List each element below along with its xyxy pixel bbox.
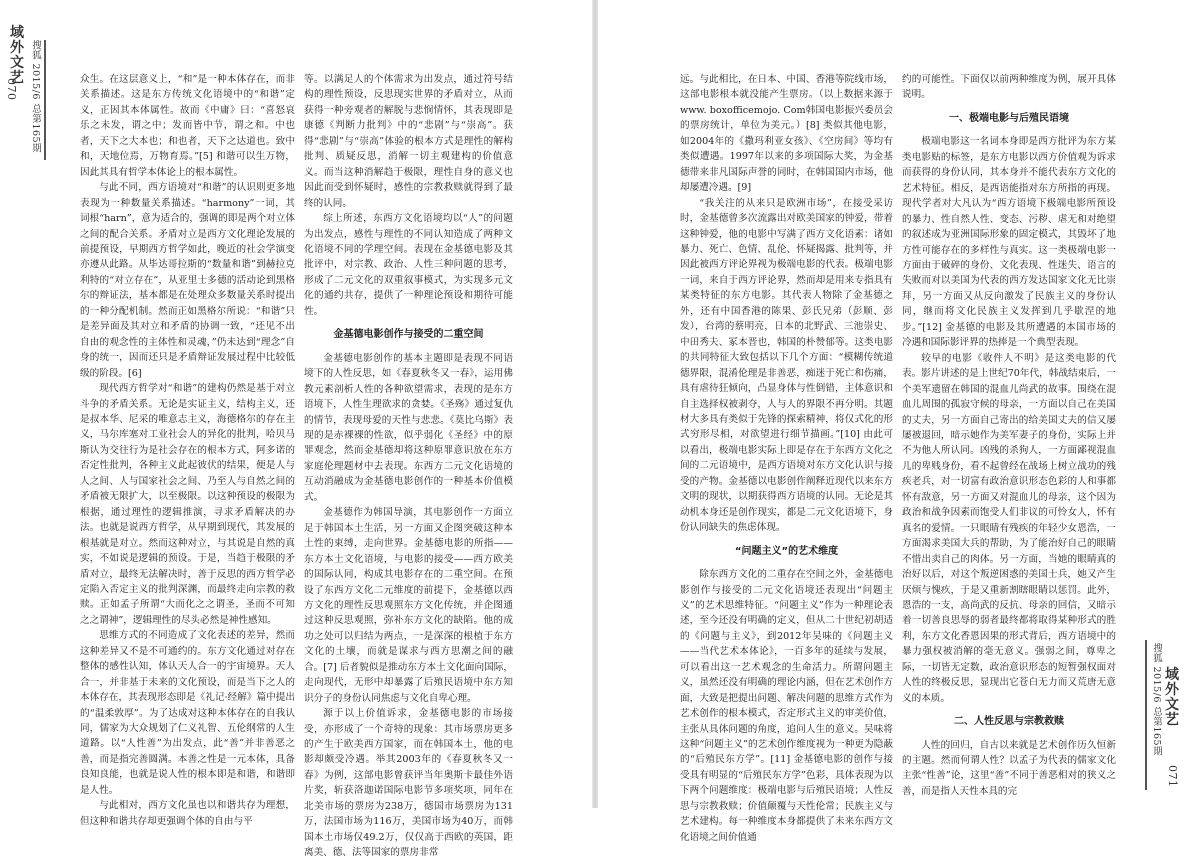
left-page-column-2 bbox=[304, 72, 513, 859]
section-heading: “问题主义”的艺术维度 bbox=[734, 545, 839, 557]
margin-rule-left bbox=[44, 40, 46, 160]
body-paragraph: 等。以满足人的个体需求为出发点，通过符号结构的理性预设，反思现实世界的矛盾对立，从而获得一种旁观者的解脱与悲悯情怀，其表现即是康德《判断力批判》中的“悲剧”与“崇高”。获得“悲剧”与“崇高”体验的根本方式是理性的解构批判、质疑反思，消解一切主观建构的价值意义。而当这种消解趋于极限，理性自身的意义也因此而受到怀疑时，感性的宗教救赎就得到了最终的认同。 bbox=[304, 74, 513, 209]
section-heading: 金基德电影创作与接受的二重空间 bbox=[333, 329, 484, 341]
body-paragraph: 与此不同，西方语境对“和谐”的认识则更多地表现为一种数量关系描述。“harmony”一词，其词根“harn”，意为适合的，强调的即是两个对立体之间的配合关系。矛盾对立是西方文化理论发展的前提预设，早期西方哲学如此，晚近的社会学演变亦遵从此路。从毕达哥拉斯的“数量和谐”到赫拉克利特的“对立存在”，从亚里士多德的活动论到黑格尔的辩证法，基本都是在处理众多数量关系时提出的一种分配机制。然而正如黑格尔所说：“和谐”只是差异面及其对立和矛盾的协调一致，“还见不出自由的观念性的主体性和灵魂，”仍未达到“理念”自身的统一，因而还只是矛盾辩证发展过程中比较低级的阶段。[6] bbox=[80, 182, 295, 379]
left-margin-strip bbox=[0, 0, 46, 808]
page-number-right: 071 bbox=[1166, 765, 1179, 788]
section-heading: 一、极端电影与后殖民语境 bbox=[949, 112, 1069, 124]
right-page-column-1 bbox=[680, 72, 893, 843]
body-paragraph: 极端电影这一名词本身即是西方批评为东方某类电影贴的标签，是东方电影以西方价值观为诉求而获得的身份认同，其本身并不能代表东方文化的艺术特征。相反，是西语能指对东方所指的再现。现代学者对大凡认为“西方语境下极端电影所预设的暴力、性自然人性、变态、污秽、虐无和对绝望的叙述成为亚洲国际形象的固定模式，其毁坏了地方性可能存在的多样性与真实。这一类极端电影一方面由于破碎的身份、文化表现、性迷失、语言的失败而对以美国为代表的西方发达国家文化无比崇拜，另一方面又从反向激发了民族主义的身份认同，继而将文化民族主义发挥到几乎歇涅的地步。”[12] 金基德的电影及其所遭遇的本国市场的冷遇和国际影评界的热捧是一个典型表现。 bbox=[902, 136, 1116, 349]
body-paragraph: “我关注的从来只是欧洲市场”，在接受采访时，金基德曾多次流露出对欧美国家的钟爱，带着这种钟爱，他的电影中写满了西方文化语素：诸如暴力、死亡、色情、乱伦、怀疑揭露、批判等，并因此被西方评论界视为极端电影的代表。极端电影一词，来自于西方评论界，然而却是用来专指具有某类特征的东方电影。其代表人物除了金基德之外，还有中国香港的陈果、彭氏兄弟（彭顺、彭发），台湾的蔡明亮，日本的北野武、三池崇史、中田秀夫、冢本晋也，韩国的朴赞郁等。这类电影的共同特征大致包括以下几个方面：“模糊传统道德界限，混淆伦理是非善恶，痴迷于死亡和伤痛，具有虐待狂倾向，凸显身体与性倒错，主体意识和自主选择权被剥夺，人与人的界限不再分明。其题材大多具有类似于先锋的探索精神，将仅式化的形式穷形尽相，对欲望进行细节描画。”[10] 由此可以看出，极端电影实际上即是存在于东西方文化之间的二元语境中，是西方语境对东方文化认识与接受的产物。金基德以电影创作阐释近现代以来东方文明的现状，以期获得西方语境的认同。无论是其动机本身还是创作现实，都是二元文化语境下，身份认同缺失的焦虑体现。 bbox=[680, 197, 893, 534]
body-paragraph: 人性的回归，自古以来就是艺术创作历久恒新的主题。然而何谓人性？以孟子为代表的儒家文化主张“性善”论，这里“善”不同于善恶相对的狭义之善，而是指人天性本具的完 bbox=[902, 739, 1116, 797]
body-paragraph: 约的可能性。下面仅以前两种维度为例，展开具体说明。 bbox=[902, 74, 1116, 101]
body-paragraph: 源于以上价值诉求，金基德电影的市场接受，亦形成了一个奇特的现象：其市场票房更多的产生于欧美西方国家，而在韩国本土，他的电影却颇受冷遇。举其2003年的《春夏秋冬又一春》为例，这部电影曾获评当年奥斯卡最佳外语片奖，斩获洛迦诺国际电影节多项奖项，同年在北美市场的票房为238万，德国市场票房为131万，法国市场为116万，美国市场为40万，而韩国本土市场仅49.2万，仅仅高于西欧的英国，距离美、德、法等国家的票房非常 bbox=[304, 708, 513, 859]
right-page-column-2 bbox=[902, 72, 1116, 808]
issue-meta-left: 搜狐 2015/6 总第165期 bbox=[30, 40, 41, 154]
page-number-left: 070 bbox=[5, 78, 18, 101]
left-page-column-1 bbox=[80, 72, 295, 827]
magazine-section-mark-left: 域外文艺 bbox=[10, 25, 24, 86]
body-paragraph: 思维方式的不同造成了文化表述的差异，然而这种差异又不是不可通约的。东方文化通过对存在整体的感性认知，体认天人合一的宇宙境界。天人合一，并非基于未来的文化预设，而是当下之人的本体存在，其表现形态即是《礼记·经解》篇中提出的“温柔敦厚”。为了达成对这种本体存在的自我认同，儒家为大众规划了仁义礼智、五伦纲常的人生道路。以“人性善”为出发点，此“善”并非善恶之善，而是指完善圆满。本善之性是一元本体，具备良知良能，也就是说人性的根本即是和谐，和谐即是人性。 bbox=[80, 630, 295, 796]
body-paragraph: 除东西方文化的二重存在空间之外，金基德电影创作与接受的二元文化语境还表现出“问题主义”的艺术思维特征。“问题主义”作为一种理论表述，至今还没有明确的定义，但从二十世纪初胡适的《问题与主义》，到2012年吴味的《问题主义——当代艺术本体论》，一百多年的延续与发展，可以看出这一艺术观念的生命活力。所谓问题主义，虽然还没有明确的理论内涵，但在艺术创作方面，大致是把提出问题、解决问题的思维方式作为艺术创作的根本模式，否定形式主义的审美价值，主张从具体问题的角度，追问人生的意义。吴味将这种“问题主义”的艺术创作维度视为一种更为隐蔽的“后殖民东方学”。[11] 金基德电影的创作与接受具有明显的“后殖民东方学”色彩，具体表现为以下两个问题维度：极端电影与后殖民语境；人性反思与宗教救赎；价值颠覆与天性伦常；民族主义与艺术建构。每一种维度本身都提供了未来东西方文化语境之间价值通 bbox=[680, 569, 893, 843]
margin-rule-right bbox=[1145, 640, 1147, 790]
body-paragraph: 与此相对，西方文化虽也以和谐共存为理想，但这种和谐共存却更强调个体的自由与平 bbox=[80, 800, 295, 827]
body-paragraph: 远。与此相比，在日本、中国、香港等院线市场，这部电影根本就没能产生票房。（以上数据来源于www. boxofficemojo. Com韩国电影振兴委员会的票房统计，单位为美元。）[8] 类似其他电影，如2004年的《撒玛利亚女孩》、《空房间》等均有类似遭遇。1997年以来的多项国际大奖，为金基德带来非凡国际声誉的同时，在韩国国内市场，他却屡遭冷遇。[9] bbox=[680, 74, 893, 194]
issue-meta-right: 搜狐 2015/6 总第165期 bbox=[1151, 643, 1162, 757]
body-paragraph: 综上所述，东西方文化语境均以“人”的问题为出发点，感性与理性的不同认知造成了两种文化语境不同的学理空间。表现在金基德电影及其批评中，对宗教、政治、人性三种问题的思考，形成了二元文化的双重叙事模式，为实现多元文化的通约共存，提供了一种理论预设和期待可能性。 bbox=[304, 213, 513, 317]
book-gutter bbox=[592, 0, 598, 808]
body-paragraph: 现代西方哲学对“和谐”的建构仍然是基于对立斗争的矛盾关系。无论是实证主义，结构主义，还是叔本华、尼采的唯意志主义，海德格尔的存在主义，马尔库塞对工业社会人的异化的批判，哈贝马斯认为交往行为是社会存在的根本方式，阿多诺的否定性批判，各种主义此起彼伏的结果，便是人与人之间、人与国家社会之间、乃至人与自然之间的矛盾被无限扩大，以至极限。以这种预设的极限为根据，通过理性的逻辑推演，寻求矛盾解决的办法。也就是说西方哲学，从早期到现代，其发展的根基就是对立。然而这种对立，与其说是自然的真实，不如说是逻辑的预设。于是，当趋于极限的矛盾对立，最终无法解决时，善于反思的西方哲学必定陷入否定主义的批判深渊，而最终走向宗教的救赎。正如孟子所谓“大而化之之谓圣，圣而不可知之之谓神”，逻辑理性的尽头必然是神性感知。 bbox=[80, 383, 295, 626]
body-paragraph: 众生。在这层意义上，“和”是一种本体存在，而非关系描述。这是东方传统文化语境中的“和谐”定义，正因其本体属性。故而《中庸》曰：“喜怒哀乐之未发，谓之中；发而皆中节，谓之和。中也者，天下之大本也；和也者，天下之达道也。致中和，天地位焉，万物育焉。”[5] 和谐可以生万物，因此其具有哲学本体论上的根本属性。 bbox=[80, 74, 295, 178]
magazine-section-mark-right: 域外文艺 bbox=[1165, 667, 1179, 728]
body-paragraph: 金基德作为韩国导演，其电影创作一方面立足于韩国本土生活，另一方面又企图突破这种本土性的束缚，走向世界。金基德电影的所指——东方本土文化语境，与电影的接受——西方欧美的国际认同，构成其电影存在的二重空间。在预设了东西方文化二元维度的前提下，金基德以西方文化的理性反思观照东方文化传统，并企图通过这种反思观照，弥补东方文化的缺陷。他的成功之处可以归结为两点，一是深深的根植于东方文化的土壤，而就是谋求与西方思潮之间的融合。[7] 后者貌似是推动东方本土文化面向国际，走向现代，无形中却暴露了后殖民语境中东方知识分子的身份认同焦虑与文化自卑心理。 bbox=[304, 507, 513, 704]
right-margin-strip bbox=[1145, 0, 1191, 808]
body-paragraph: 较早的电影《收件人不明》是这类电影的代表。影片讲述的是上世纪70年代，韩战结束后，一个美军遗留在韩国的混血儿尚武的故事。围绕在混血儿周围的孤寂守候的母亲，一方面以自己在美国的丈夫，另一方面自己寄出的给美国丈夫的信又屡屡被退回，暗示她作为美军妻子的身份，实际上并不为他人所认同。凶残的杀狗人，一方面鄙视混血儿的卑贱身份，看不起曾经在战场上树立战功的残疾老兵，对一切富有政治意识形态色彩的人和事都怀有敌意，另一方面又对混血儿的母亲，这个因为政治和战争因素而饱受人们非议的可怜女人，怀有真名的爱情。一只眼睛有残疾的年轻少女恩浩，一方面渴求美国大兵的帮助，为了能治好自己的眼睛不惜出卖自己的肉体。另一方面，当她的眼睛真的治好以后，对这个叛逆困惑的美国士兵，她又产生厌烦与愧疚，于是又重新割瞎眼睛以惩罚。此外，恩浩的一支，高尚武的反抗、母亲的回信，又暗示着一切善良思辱的弱者最终都将取得某种形式的胜利，东方文化香恩因果的形式背后，西方语境中的暴力强权被消解的毫无意义。强弱之间，尊卑之际，一切皆无定数，政治意识形态的短暂强权面对人性的终极反思，显现出它苍白无力而又荒唐无意义的本质。 bbox=[902, 352, 1116, 704]
section-heading: 二、人性反思与宗教救赎 bbox=[954, 716, 1064, 728]
body-paragraph: 金基德电影创作的基本主题即是表现不同语境下的人性反思，如《春夏秋冬又一春》，运用佛教元素剖析人性的各种欲望需求，表现的是东方语境下，人性生理欲求的贪婪。《圣殇》通过复仇的情节，表现母爱的天性与悲悲。《莫比乌斯》表现的是赤裸裸的性欲，似乎弱化《圣经》中的原罪观念，然而金基德却将这种原罪意识放在东方家庭伦理题材中去表现。东西方二元文化语境的互动消融成为金基德电影创作的一种基本价值模式。 bbox=[304, 352, 513, 503]
